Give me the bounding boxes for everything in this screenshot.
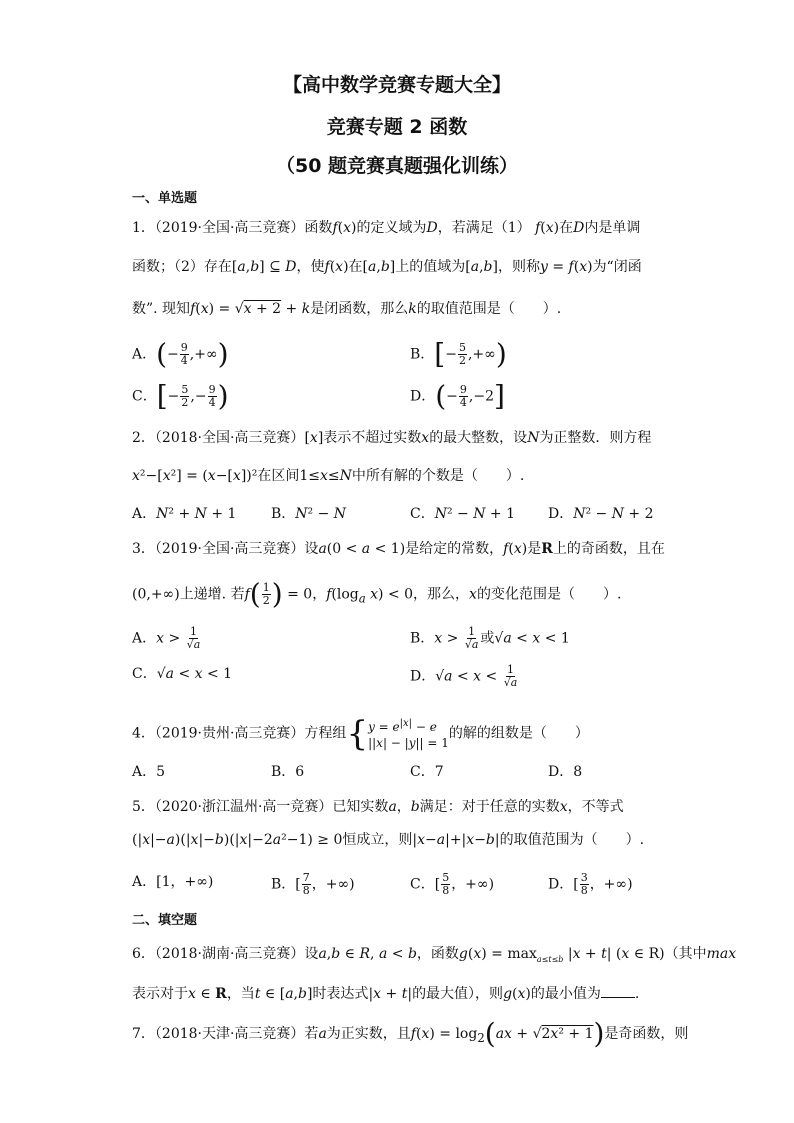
question-5-option-b[interactable]: B．[ $\frac{7}{8}$ ，+∞) xyxy=(271,871,355,897)
answer-blank[interactable] xyxy=(601,983,635,998)
subtitle: （50 题竞赛真题强化训练） xyxy=(275,155,519,177)
question-2-option-a[interactable]: A．N² + N + 1 xyxy=(132,506,237,522)
question-1-option-c[interactable]: C．[− $\frac{5}{2}$ ,− $\frac{9}{4}$ ) xyxy=(132,379,229,413)
question-2-line-2: x²−[x²] = (x−[x])²在区间1≤x≤N中所有解的个数是（ ）. xyxy=(132,468,525,484)
question-4-option-c[interactable]: C．7 xyxy=(410,764,444,780)
question-4-option-b[interactable]: B．6 xyxy=(271,764,305,780)
topic-title: 竞赛专题 2 函数 xyxy=(326,116,468,138)
question-1-option-d[interactable]: D．(− $\frac{9}{4}$ ,−2] xyxy=(410,379,505,413)
question-3-option-b[interactable]: B．x > $\frac{1}{√a}$ 或√a < x < 1 xyxy=(410,625,570,651)
question-5-option-d[interactable]: D．[ $\frac{3}{8}$ ，+∞) xyxy=(548,871,633,897)
section-fill-blank: 二、填空题 xyxy=(132,913,198,928)
section-single-choice: 一、单选题 xyxy=(132,191,198,206)
question-3-line-1: 3．（2019·全国·高三竞赛）设a(0 < a < 1)是给定的常数，f(x)是R上的奇函数，且在 xyxy=(132,541,665,557)
question-3-option-d[interactable]: D．√a < x < $\frac{1}{√a}$ xyxy=(410,663,518,689)
question-1-option-a[interactable]: A．(− $\frac{9}{4}$ ,+∞) xyxy=(132,337,229,371)
question-4-line-1: 4．（2019·贵州·高三竞赛）方程组 { $y = e^{|x|} - e$ ||x| − |y|| = 1 的解的组数是（ ） xyxy=(132,713,589,754)
question-7-line-1: 7．（2018·天津·高三竞赛）若a为正实数，且$f(x) = \log_2(ax + √2x^2 + 1)$是奇函数，则 xyxy=(132,1017,689,1050)
question-1-line-2: 函数；（2）存在[a,b] ⊆ D，使f(x)在[a,b]上的值域为[a,b]，则称y = f(x)为“闭函 xyxy=(132,259,642,275)
question-1-line-3: 数”. 现知f(x) = √x + 2 + k是闭函数，那么k的取值范围是（ ）. xyxy=(132,301,562,317)
question-3-option-a[interactable]: A．x > $\frac{1}{√a}$ xyxy=(132,625,201,651)
collection-title: 【高中数学竞赛专题大全】 xyxy=(282,74,511,96)
question-3-line-2: (0,+∞)上递增. 若f( $\frac{1}{2}$ ) = 0，$f(\log_a$ x) < 0，那么，x的变化范围是（ ）. xyxy=(132,577,622,611)
question-4-option-a[interactable]: A．5 xyxy=(132,764,166,780)
question-6-line-1: 6．（2018·湖南·高三竞赛）设a,b ∈ R, a < b，函数$g(x) = \max_{a\le t\le b} |x + t|$ (x ∈ R)（其中max xyxy=(132,946,737,964)
question-6-line-2: 表示对于x ∈ R，当t ∈ [a,b]时表达式|x + t|的最大值），则g(x)的最小值为 . xyxy=(132,983,639,1004)
question-1-option-b[interactable]: B．[− $\frac{5}{2}$ ,+∞) xyxy=(410,337,507,371)
question-5-option-c[interactable]: C．[ $\frac{5}{8}$ ，+∞) xyxy=(410,871,495,897)
question-2-option-b[interactable]: B．N² − N xyxy=(271,506,347,522)
question-4-option-d[interactable]: D．8 xyxy=(548,764,583,780)
question-5-line-1: 5．（2020·浙江温州·高一竞赛）已知实数a，b满足：对于任意的实数x，不等式 xyxy=(132,799,624,815)
question-5-option-a[interactable]: A．[1，+∞) xyxy=(132,874,214,890)
question-2-line-1: 2．（2018·全国·高三竞赛）[x]表示不超过实数x的最大整数，设N为正整数．则方程 xyxy=(132,430,652,446)
question-2-option-d[interactable]: D．N² − N + 2 xyxy=(548,506,654,522)
question-1-line-1: 1．（2019·全国·高三竞赛）函数f(x)的定义域为D，若满足（1） f(x)在D内是单调 xyxy=(132,220,641,236)
question-5-line-2: (|x|−a)(|x|−b)(|x|−2a²−1) ≥ 0恒成立，则|x−a|+|x−b|的取值范围为（ ）. xyxy=(132,832,645,848)
question-2-option-c[interactable]: C．N² − N + 1 xyxy=(410,506,516,522)
question-3-option-c[interactable]: C．√a < x < 1 xyxy=(132,666,233,682)
